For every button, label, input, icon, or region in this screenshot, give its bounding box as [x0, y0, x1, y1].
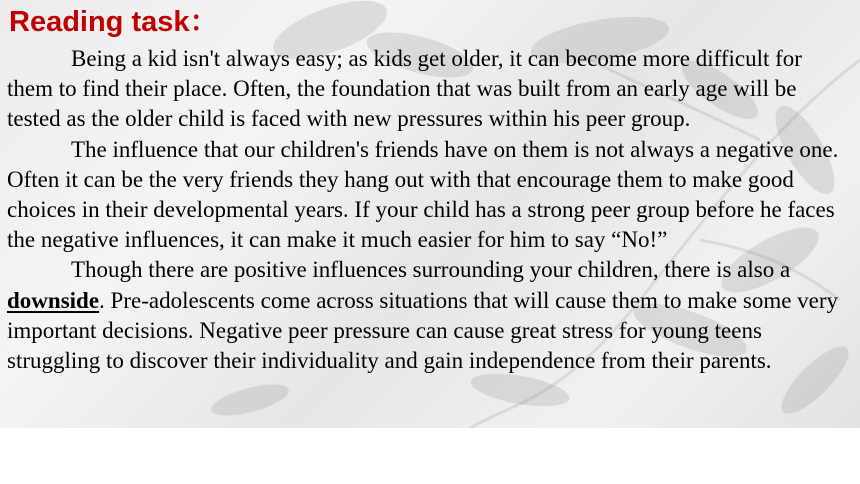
slide-title: Reading task： — [9, 6, 219, 38]
paragraph-2: The influence that our children's friends have on them is not always a negative one. Often it can be the very friends they hang out with that encourage them to make good choices in their developmental years. If your child has a strong peer group before he faces the negative influences, it can make it much easier for him to say “No!” — [7, 136, 839, 253]
paragraph-3-lead: Though there are positive influences surrounding your children, there is also a — [71, 257, 791, 283]
paragraph-1: Being a kid isn't always easy; as kids get older, it can become more difficult for them to find their place. Often, the foundation that was built from an early age will be tested as the older child is faced with new pressures within his peer group. — [7, 46, 802, 132]
paragraph-3-rest: . Pre-adolescents come across situations that will cause them to make some very important decisions. Negative peer pressure can cause great stress for young teens struggling to discover their individuality and gain independence from their parents. — [7, 287, 839, 374]
reading-passage — [7, 44, 845, 376]
keyword-downside: downside — [7, 287, 100, 313]
paragraph-3 — [7, 255, 845, 376]
